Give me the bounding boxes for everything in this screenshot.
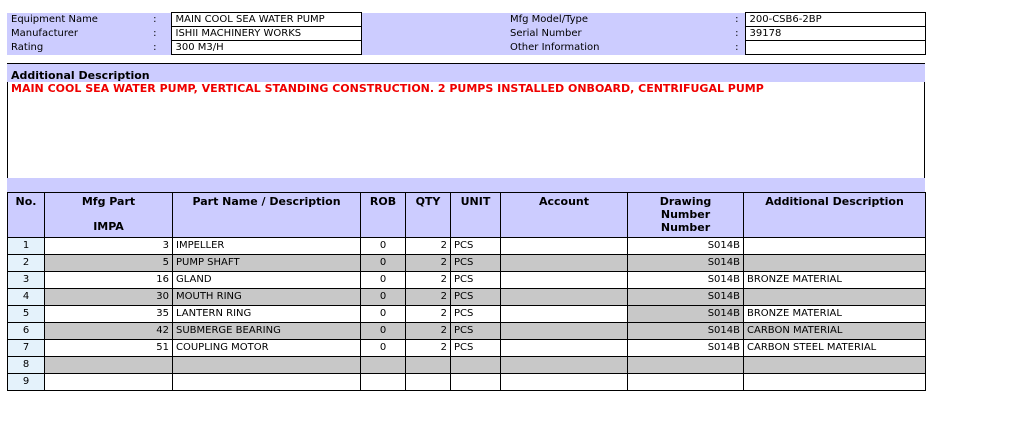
account-cell (501, 340, 628, 357)
separator: : (139, 27, 171, 41)
part-name-cell: IMPELLER (173, 238, 361, 255)
unit-cell: PCS (451, 238, 501, 255)
separator: : (139, 13, 171, 27)
account-cell (501, 238, 628, 255)
drawing-number-cell: S014B (628, 340, 744, 357)
section-divider (7, 178, 925, 192)
additional-description-text: MAIN COOL SEA WATER PUMP, VERTICAL STANDING CONSTRUCTION. 2 PUMPS INSTALLED ONBOARD, CENTRIFUGAL PUMP (7, 82, 925, 178)
qty-cell: 2 (406, 289, 451, 306)
part-name-cell: PUMP SHAFT (173, 255, 361, 272)
rob-cell (361, 374, 406, 391)
mfg-model-label: Mfg Model/Type (506, 13, 729, 27)
equipment-name-label: Equipment Name (7, 13, 139, 27)
impa-label: IMPA (93, 220, 124, 233)
drawing-number-cell: S014B (628, 272, 744, 289)
header-row-3 (7, 41, 925, 55)
part-name-cell: MOUTH RING (173, 289, 361, 306)
table-row[interactable] (8, 238, 926, 255)
mfg-part-cell (45, 357, 173, 374)
col-unit-header: UNIT (451, 193, 501, 238)
unit-cell (451, 374, 501, 391)
additional-description-cell: CARBON MATERIAL (744, 323, 926, 340)
table-row[interactable] (8, 272, 926, 289)
table-row[interactable] (8, 323, 926, 340)
unit-cell: PCS (451, 289, 501, 306)
parts-header-row (8, 193, 926, 238)
rob-cell: 0 (361, 289, 406, 306)
additional-description-cell: BRONZE MATERIAL (744, 306, 926, 323)
additional-description-cell (744, 255, 926, 272)
qty-cell (406, 374, 451, 391)
drawing-label: Drawing (659, 195, 712, 208)
col-account-header: Account (501, 193, 628, 238)
part-name-cell (173, 374, 361, 391)
account-cell (501, 323, 628, 340)
manufacturer-label: Manufacturer (7, 27, 139, 41)
account-cell (501, 272, 628, 289)
unit-cell: PCS (451, 340, 501, 357)
mfg-part-cell: 3 (45, 238, 173, 255)
drawing-number-cell (628, 374, 744, 391)
qty-cell: 2 (406, 340, 451, 357)
account-cell (501, 374, 628, 391)
rob-cell: 0 (361, 272, 406, 289)
drawing-number-cell: S014B (628, 306, 744, 323)
qty-cell: 2 (406, 272, 451, 289)
mfg-part-cell: 16 (45, 272, 173, 289)
row-number: 9 (8, 374, 45, 391)
number-label: Number (660, 221, 711, 234)
drawing-number-cell: S014B (628, 255, 744, 272)
number-label: Number (660, 208, 711, 221)
mfg-part-cell: 51 (45, 340, 173, 357)
additional-description-cell (744, 238, 926, 255)
qty-cell: 2 (406, 306, 451, 323)
rob-cell (361, 357, 406, 374)
separator: : (729, 41, 745, 55)
row-number: 4 (8, 289, 45, 306)
additional-description-cell: BRONZE MATERIAL (744, 272, 926, 289)
rob-cell: 0 (361, 323, 406, 340)
col-additional-description-header: Additional Description (744, 193, 926, 238)
unit-cell: PCS (451, 255, 501, 272)
qty-cell: 2 (406, 323, 451, 340)
mfg-part-cell: 30 (45, 289, 173, 306)
equipment-header-table (7, 12, 926, 55)
row-number: 1 (8, 238, 45, 255)
part-name-cell: SUBMERGE BEARING (173, 323, 361, 340)
table-row[interactable] (8, 289, 926, 306)
col-rob-header: ROB (361, 193, 406, 238)
part-name-cell (173, 357, 361, 374)
col-no-header: No. (8, 193, 45, 238)
drawing-number-cell: S014B (628, 238, 744, 255)
row-number: 8 (8, 357, 45, 374)
header-row-1 (7, 13, 925, 27)
mfg-part-cell (45, 374, 173, 391)
row-number: 6 (8, 323, 45, 340)
serial-number-label: Serial Number (506, 27, 729, 41)
unit-cell: PCS (451, 323, 501, 340)
unit-cell: PCS (451, 272, 501, 289)
rob-cell: 0 (361, 255, 406, 272)
separator: : (729, 13, 745, 27)
qty-cell: 2 (406, 255, 451, 272)
equipment-name-value: MAIN COOL SEA WATER PUMP (171, 13, 361, 27)
part-name-cell: LANTERN RING (173, 306, 361, 323)
drawing-number-cell (628, 357, 744, 374)
account-cell (501, 255, 628, 272)
account-cell (501, 289, 628, 306)
table-row[interactable] (8, 374, 926, 391)
mfg-model-value: 200-CSB6-2BP (745, 13, 925, 27)
additional-description-cell (744, 289, 926, 306)
rob-cell: 0 (361, 306, 406, 323)
other-information-value (745, 41, 925, 55)
table-row[interactable] (8, 340, 926, 357)
qty-cell: 2 (406, 238, 451, 255)
col-part-name-header: Part Name / Description (173, 193, 361, 238)
mfg-part-cell: 35 (45, 306, 173, 323)
rob-cell: 0 (361, 238, 406, 255)
mfg-part-cell: 42 (45, 323, 173, 340)
row-number: 5 (8, 306, 45, 323)
separator: : (139, 41, 171, 55)
drawing-number-cell: S014B (628, 323, 744, 340)
rating-value: 300 M3/H (171, 41, 361, 55)
manufacturer-value: ISHII MACHINERY WORKS (171, 27, 361, 41)
equipment-detail-page (7, 12, 925, 391)
mfg-part-label: Mfg Part (81, 195, 136, 208)
drawing-number-cell: S014B (628, 289, 744, 306)
unit-cell: PCS (451, 306, 501, 323)
additional-description-heading: Additional Description (7, 63, 925, 82)
table-row[interactable] (8, 357, 926, 374)
col-drawing-number-header (628, 193, 744, 238)
row-number: 2 (8, 255, 45, 272)
qty-cell (406, 357, 451, 374)
account-cell (501, 306, 628, 323)
header-row-2 (7, 27, 925, 41)
unit-cell (451, 357, 501, 374)
table-row[interactable] (8, 255, 926, 272)
rob-cell: 0 (361, 340, 406, 357)
col-mfg-part-header (45, 193, 173, 238)
part-name-cell: COUPLING MOTOR (173, 340, 361, 357)
rating-label: Rating (7, 41, 139, 55)
table-row[interactable] (8, 306, 926, 323)
mfg-part-cell: 5 (45, 255, 173, 272)
parts-table (7, 192, 926, 391)
additional-description-cell: CARBON STEEL MATERIAL (744, 340, 926, 357)
part-name-cell: GLAND (173, 272, 361, 289)
other-information-label: Other Information (506, 41, 729, 55)
additional-description-cell (744, 374, 926, 391)
row-number: 7 (8, 340, 45, 357)
additional-description-cell (744, 357, 926, 374)
serial-number-value: 39178 (745, 27, 925, 41)
col-qty-header: QTY (406, 193, 451, 238)
separator: : (729, 27, 745, 41)
row-number: 3 (8, 272, 45, 289)
account-cell (501, 357, 628, 374)
